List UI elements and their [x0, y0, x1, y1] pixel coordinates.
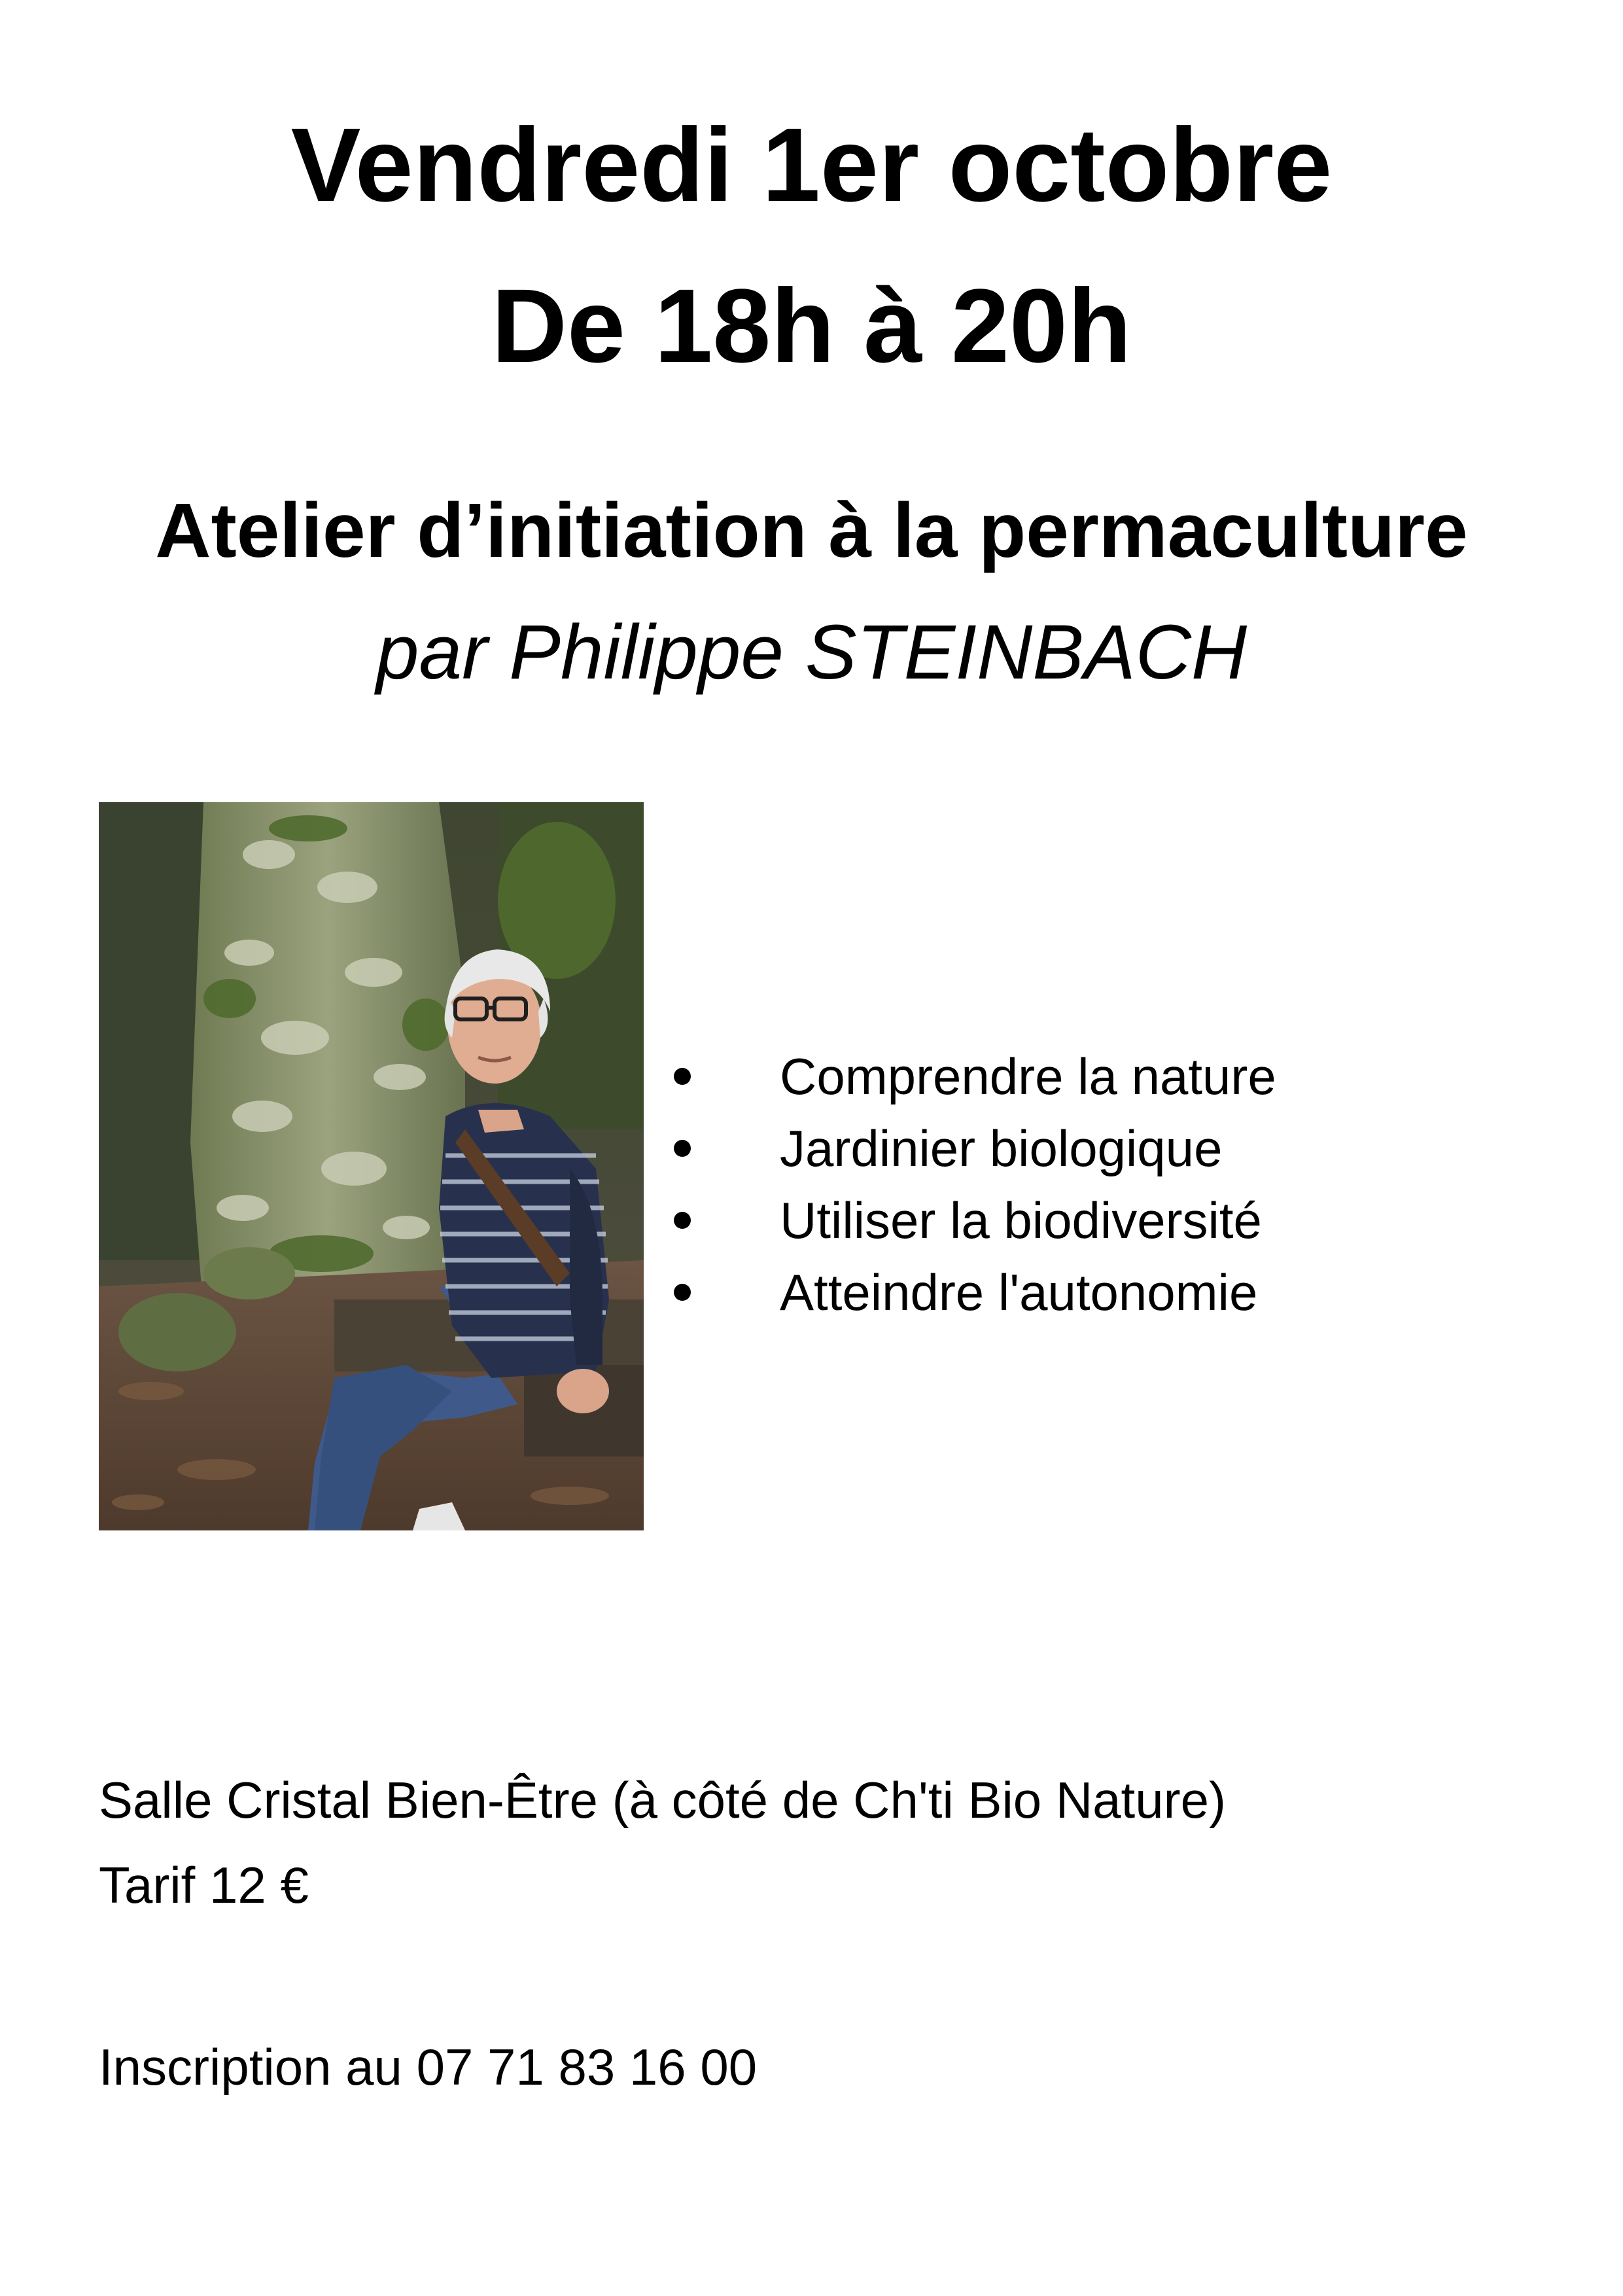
registration-info: Inscription au 07 71 83 16 00: [99, 2038, 758, 2096]
event-time: De 18h à 20h: [491, 267, 1132, 384]
presenter-name: par Philippe STEINBACH: [375, 609, 1248, 696]
list-item: [661, 1256, 1276, 1328]
bullet-icon: [674, 1284, 691, 1301]
topic-label: Utiliser la biodiversité: [780, 1192, 1262, 1249]
bullet-icon: [674, 1068, 691, 1085]
venue-info: Salle Cristal Bien-Être (à côté de Ch'ti Bio Nature): [99, 1771, 1226, 1829]
topic-label: Atteindre l'autonomie: [780, 1263, 1258, 1321]
topic-label: Jardinier biologique: [780, 1120, 1223, 1177]
workshop-title: Atelier d’initiation à la permaculture: [155, 487, 1468, 574]
list-item: [661, 1184, 1276, 1256]
bullet-icon: [674, 1140, 691, 1157]
list-item: [661, 1040, 1276, 1112]
topic-label: Comprendre la nature: [780, 1048, 1276, 1105]
price-info: Tarif 12 €: [99, 1856, 309, 1914]
list-item: [661, 1112, 1276, 1184]
event-date: Vendredi 1er octobre: [290, 106, 1333, 223]
bullet-icon: [674, 1212, 691, 1229]
topics-list: [661, 1040, 1276, 1328]
presenter-photo: [99, 802, 644, 1530]
